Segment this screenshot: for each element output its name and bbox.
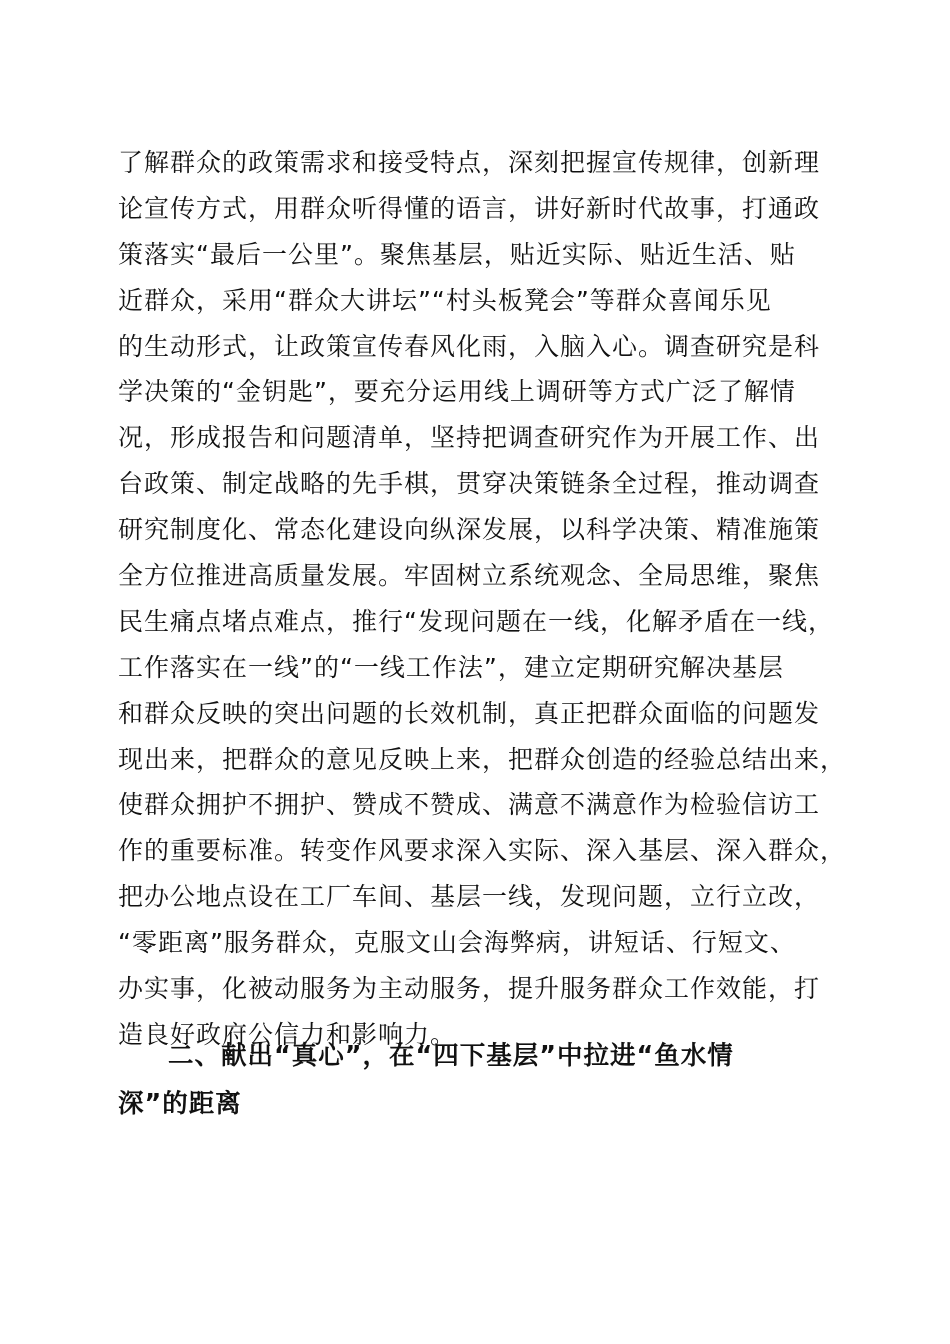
paragraph-line: 全方位推进高质量发展。牢固树立系统观念、全局思维，聚焦 (118, 561, 821, 591)
paragraph-line: 策落实“最后一公里”。聚焦基层，贴近实际、贴近生活、贴 (118, 239, 796, 269)
paragraph-line: 现出来，把群众的意见反映上来，把群众创造的经验总结出来， (118, 744, 847, 774)
section-heading (118, 1032, 838, 1128)
paragraph-line: 造良好政府公信力和影响力。 (118, 1019, 457, 1049)
paragraph-line: 使群众拥护不拥护、赞成不赞成、满意不满意作为检验信访工 (118, 790, 821, 820)
paragraph-line: 作的重要标准。转变作风要求深入实际、深入基层、深入群众， (118, 836, 847, 866)
paragraph-line: 了解群众的政策需求和接受特点，深刻把握宣传规律，创新理 (118, 148, 821, 177)
paragraph-line: 学决策的“金钥匙”，要充分运用线上调研等方式广泛了解情 (118, 377, 796, 407)
paragraph-line: 和群众反映的突出问题的长效机制，真正把群众面临的问题发 (118, 698, 821, 728)
body-paragraph (118, 140, 847, 1058)
paragraph-line: 近群众，采用“群众大讲坛”“村头板凳会”等群众喜闻乐见 (118, 285, 772, 315)
paragraph-line: 工作落实在一线”的“一线工作法”，建立定期研究解决基层 (118, 652, 784, 682)
paragraph-line: 办实事，化被动服务为主动服务，提升服务群众工作效能，打 (118, 974, 821, 1004)
paragraph-line: 论宣传方式，用群众听得懂的语言，讲好新时代故事，打通政 (118, 193, 821, 223)
paragraph-line: 把办公地点设在工厂车间、基层一线，发现问题，立行立改， (118, 882, 821, 912)
paragraph-line: 台政策、制定战略的先手棋，贯穿决策链条全过程，推动调查 (118, 469, 821, 499)
heading-line: 深”的距离 (118, 1089, 242, 1119)
heading-line: 二、献出“真心”，在“四下基层”中拉进“鱼水情 (168, 1041, 734, 1071)
paragraph-line: 况，形成报告和问题清单，坚持把调查研究作为开展工作、出 (118, 423, 821, 453)
paragraph-line: 研究制度化、常态化建设向纵深发展，以科学决策、精准施策 (118, 515, 821, 545)
paragraph-line: 的生动形式，让政策宣传春风化雨，入脑入心。调查研究是科 (118, 331, 821, 361)
paragraph-line: 民生痛点堵点难点，推行“发现问题在一线，化解矛盾在一线， (118, 606, 834, 636)
paragraph-line: “零距离”服务群众，克服文山会海弊病，讲短话、行短文、 (118, 928, 796, 958)
